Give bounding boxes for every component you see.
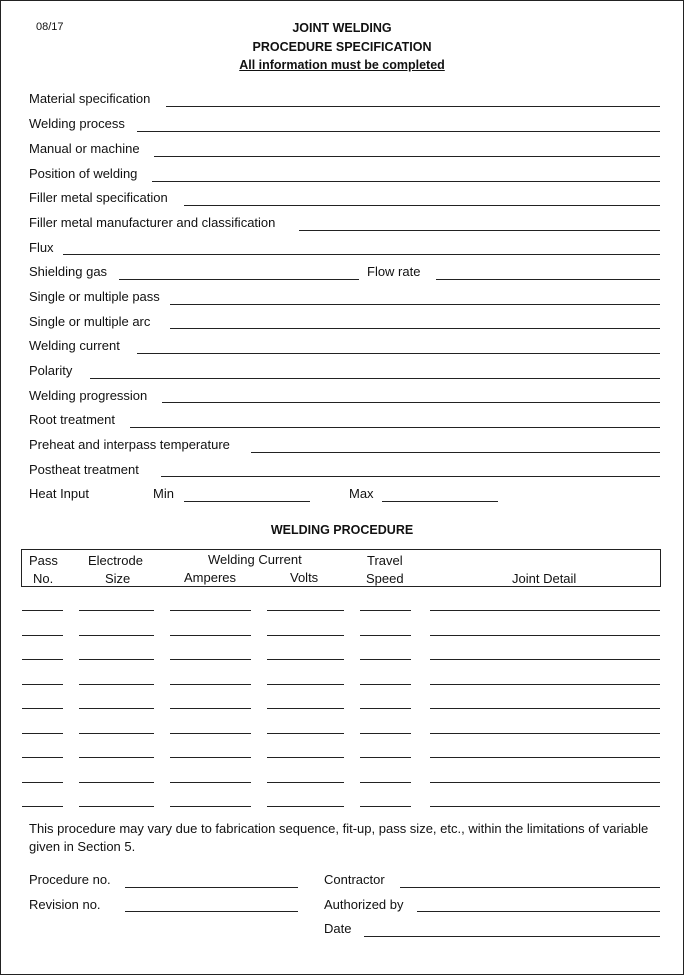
procedure-row-6-volts-field[interactable] — [267, 733, 344, 734]
col-pass-header-2: No. — [33, 571, 54, 586]
root-treatment-label: Root treatment — [29, 412, 115, 427]
heat-input-max-field[interactable] — [382, 501, 498, 502]
postheat-treatment-field[interactable] — [161, 476, 660, 477]
procedure-row-4-travel-speed-field[interactable] — [360, 684, 411, 685]
procedure-note: This procedure may vary due to fabrication sequence, fit-up, pass size, etc., within the limitations of variable given in Section 5. — [29, 821, 649, 854]
single-or-multiple-pass-field[interactable] — [170, 304, 660, 305]
procedure-row-4-pass-no-field[interactable] — [22, 684, 63, 685]
heat-input-max-label: Max — [349, 486, 374, 501]
contractor-field[interactable] — [400, 887, 660, 888]
col-electrode-header-1: Electrode — [88, 553, 143, 568]
position-of-welding-label: Position of welding — [29, 166, 138, 181]
procedure-row-6-pass-no-field[interactable] — [22, 733, 63, 734]
procedure-row-2-amperes-field[interactable] — [170, 635, 251, 636]
procedure-row-2-electrode-size-field[interactable] — [79, 635, 154, 636]
manual-or-machine-label: Manual or machine — [29, 141, 140, 156]
procedure-row-3-amperes-field[interactable] — [170, 659, 251, 660]
procedure-no-field[interactable] — [125, 887, 298, 888]
procedure-row-9-pass-no-field[interactable] — [22, 806, 63, 807]
authorized-by-label: Authorized by — [324, 897, 404, 912]
revision-no-label: Revision no. — [29, 897, 101, 912]
material-specification-field[interactable] — [166, 106, 660, 107]
procedure-row-2-joint-detail-field[interactable] — [430, 635, 660, 636]
welding-current-label: Welding current — [29, 338, 120, 353]
procedure-row-1-amperes-field[interactable] — [170, 610, 251, 611]
procedure-no-label: Procedure no. — [29, 872, 111, 887]
date-label: Date — [324, 921, 352, 936]
manual-or-machine-field[interactable] — [154, 156, 660, 157]
procedure-row-7-travel-speed-field[interactable] — [360, 757, 411, 758]
form-title-line1: JOINT WELDING — [292, 21, 392, 35]
col-amperes-header: Amperes — [184, 570, 237, 585]
date-field[interactable] — [364, 936, 660, 937]
procedure-row-5-electrode-size-field[interactable] — [79, 708, 154, 709]
heat-input-min-label: Min — [153, 486, 174, 501]
col-travel-header-1: Travel — [367, 553, 403, 568]
procedure-row-5-pass-no-field[interactable] — [22, 708, 63, 709]
single-or-multiple-pass-label: Single or multiple pass — [29, 289, 160, 304]
heat-input-min-field[interactable] — [184, 501, 310, 502]
welding-procedure-title: WELDING PROCEDURE — [270, 523, 414, 537]
form-code: 08/17 — [36, 21, 64, 33]
filler-metal-specification-label: Filler metal specification — [29, 190, 168, 205]
procedure-row-1-travel-speed-field[interactable] — [360, 610, 411, 611]
procedure-row-4-volts-field[interactable] — [267, 684, 344, 685]
procedure-row-2-pass-no-field[interactable] — [22, 635, 63, 636]
procedure-row-7-electrode-size-field[interactable] — [79, 757, 154, 758]
procedure-row-6-electrode-size-field[interactable] — [79, 733, 154, 734]
procedure-row-8-pass-no-field[interactable] — [22, 782, 63, 783]
single-or-multiple-arc-label: Single or multiple arc — [29, 314, 151, 329]
filler-metal-manufacturer-label: Filler metal manufacturer and classification — [29, 215, 276, 230]
polarity-field[interactable] — [90, 378, 660, 379]
procedure-row-1-pass-no-field[interactable] — [22, 610, 63, 611]
welding-process-label: Welding process — [29, 116, 125, 131]
welding-current-field[interactable] — [137, 353, 660, 354]
preheat-interpass-label: Preheat and interpass temperature — [29, 437, 230, 452]
col-travel-header-2: Speed — [366, 571, 404, 586]
procedure-row-8-volts-field[interactable] — [267, 782, 344, 783]
procedure-row-7-pass-no-field[interactable] — [22, 757, 63, 758]
postheat-treatment-label: Postheat treatment — [29, 462, 139, 477]
authorized-by-field[interactable] — [417, 911, 660, 912]
heat-input-label: Heat Input — [29, 486, 89, 501]
flow-rate-field[interactable] — [436, 279, 660, 280]
procedure-row-9-joint-detail-field[interactable] — [430, 806, 660, 807]
flux-field[interactable] — [63, 254, 660, 255]
procedure-row-6-travel-speed-field[interactable] — [360, 733, 411, 734]
welding-process-field[interactable] — [137, 131, 660, 132]
procedure-row-8-travel-speed-field[interactable] — [360, 782, 411, 783]
procedure-row-9-volts-field[interactable] — [267, 806, 344, 807]
procedure-row-8-joint-detail-field[interactable] — [430, 782, 660, 783]
procedure-row-7-joint-detail-field[interactable] — [430, 757, 660, 758]
procedure-row-8-amperes-field[interactable] — [170, 782, 251, 783]
procedure-row-8-electrode-size-field[interactable] — [79, 782, 154, 783]
welding-progression-label: Welding progression — [29, 388, 148, 403]
filler-metal-specification-field[interactable] — [184, 205, 660, 206]
procedure-row-5-travel-speed-field[interactable] — [360, 708, 411, 709]
procedure-table-header — [21, 549, 661, 587]
form-title-line2: PROCEDURE SPECIFICATION — [252, 40, 432, 54]
procedure-row-1-electrode-size-field[interactable] — [79, 610, 154, 611]
procedure-row-7-amperes-field[interactable] — [170, 757, 251, 758]
col-volts-header: Volts — [290, 570, 319, 585]
shielding-gas-label: Shielding gas — [29, 264, 108, 279]
flow-rate-label: Flow rate — [367, 264, 421, 279]
procedure-row-9-amperes-field[interactable] — [170, 806, 251, 807]
procedure-row-3-electrode-size-field[interactable] — [79, 659, 154, 660]
root-treatment-field[interactable] — [130, 427, 660, 428]
revision-no-field[interactable] — [125, 911, 298, 912]
welding-progression-field[interactable] — [162, 402, 660, 403]
procedure-row-5-volts-field[interactable] — [267, 708, 344, 709]
material-specification-label: Material specification — [29, 91, 151, 106]
contractor-label: Contractor — [324, 872, 385, 887]
flux-label: Flux — [29, 240, 54, 255]
procedure-row-3-joint-detail-field[interactable] — [430, 659, 660, 660]
procedure-row-9-electrode-size-field[interactable] — [79, 806, 154, 807]
col-electrode-header-2: Size — [105, 571, 131, 586]
procedure-row-9-travel-speed-field[interactable] — [360, 806, 411, 807]
procedure-row-1-volts-field[interactable] — [267, 610, 344, 611]
procedure-row-3-pass-no-field[interactable] — [22, 659, 63, 660]
procedure-row-4-amperes-field[interactable] — [170, 684, 251, 685]
procedure-row-4-electrode-size-field[interactable] — [79, 684, 154, 685]
procedure-row-7-volts-field[interactable] — [267, 757, 344, 758]
procedure-row-1-joint-detail-field[interactable] — [430, 610, 660, 611]
procedure-row-6-amperes-field[interactable] — [170, 733, 251, 734]
preheat-interpass-field[interactable] — [251, 452, 660, 453]
procedure-row-2-travel-speed-field[interactable] — [360, 635, 411, 636]
procedure-row-5-amperes-field[interactable] — [170, 708, 251, 709]
procedure-row-4-joint-detail-field[interactable] — [430, 684, 660, 685]
filler-metal-manufacturer-field[interactable] — [299, 230, 660, 231]
col-pass-header-1: Pass — [29, 553, 58, 568]
procedure-row-3-volts-field[interactable] — [267, 659, 344, 660]
col-joint-detail-header: Joint Detail — [512, 571, 577, 586]
shielding-gas-field[interactable] — [119, 279, 359, 280]
procedure-row-6-joint-detail-field[interactable] — [430, 733, 660, 734]
polarity-label: Polarity — [29, 363, 73, 378]
position-of-welding-field[interactable] — [152, 181, 660, 182]
single-or-multiple-arc-field[interactable] — [170, 328, 660, 329]
form-instruction: All information must be completed — [239, 58, 445, 72]
procedure-row-5-joint-detail-field[interactable] — [430, 708, 660, 709]
col-current-header: Welding Current — [208, 552, 302, 567]
procedure-row-3-travel-speed-field[interactable] — [360, 659, 411, 660]
procedure-row-2-volts-field[interactable] — [267, 635, 344, 636]
